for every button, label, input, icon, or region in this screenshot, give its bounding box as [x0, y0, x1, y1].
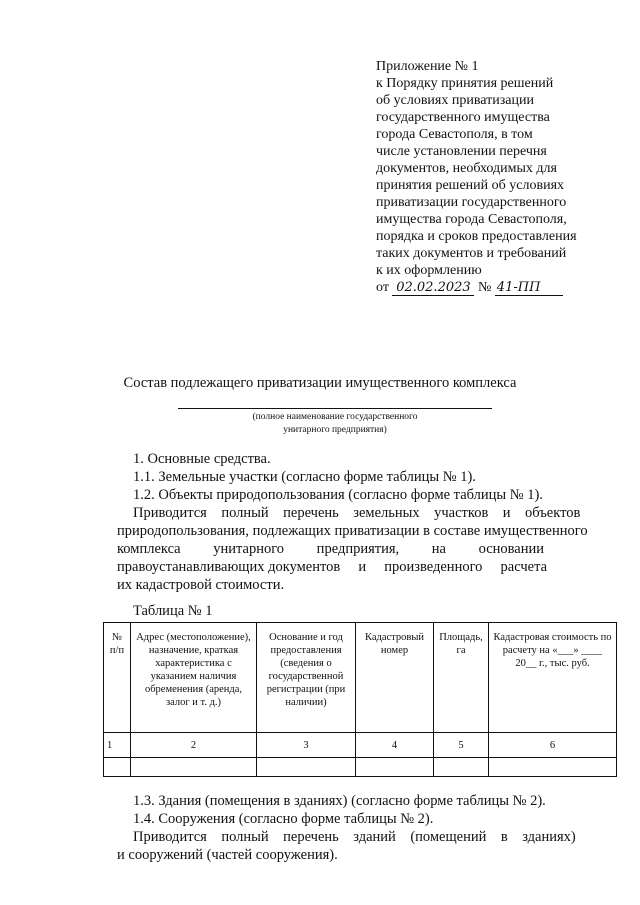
empty-cell: [104, 758, 131, 777]
table-label: Таблица № 1: [133, 603, 213, 619]
appendix-line: имущества города Севастополя,: [376, 212, 567, 227]
paragraph-1-line: природопользования, подлежащих приватизации в составе имущественного: [117, 523, 588, 539]
header-cell: Основание и год предоставления (сведения о государственной регистрации (при наличии): [257, 623, 356, 733]
section-1-1: 1.1. Земельные участки (согласно форме таблицы № 1).: [133, 469, 476, 485]
date-number-line: [376, 279, 626, 296]
table-row: [104, 733, 617, 758]
paragraph-2-line: Приводится полный перечень зданий (помещений в зданиях): [133, 829, 576, 845]
header-cell: № п/п: [104, 623, 131, 733]
empty-cell: [489, 758, 617, 777]
column-number-cell: 5: [434, 733, 489, 758]
appendix-line: приватизации государственного: [376, 195, 567, 210]
section-1-3: 1.3. Здания (помещения в зданиях) (согласно форме таблицы № 2).: [133, 793, 546, 809]
paragraph-2-line: и сооружений (частей сооружения).: [117, 847, 338, 863]
number-sign: №: [477, 280, 492, 295]
header-cell: Кадастровая стоимость по расчету на «___» ____ 20__ г., тыс. руб.: [489, 623, 617, 733]
handwritten-date: 02.02.2023: [392, 281, 474, 296]
appendix-line: государственного имущества: [376, 110, 550, 125]
header-cell: Кадастровый номер: [356, 623, 434, 733]
enterprise-name-line: [178, 408, 492, 409]
empty-cell: [257, 758, 356, 777]
document-title: Состав подлежащего приватизации имущественного комплекса: [123, 375, 517, 391]
handwritten-number: 41-ПП: [495, 281, 563, 296]
appendix-line: документов, необходимых для: [376, 161, 557, 176]
paragraph-1-line: Приводится полный перечень земельных участков и объектов: [133, 505, 581, 521]
paragraph-1-line: комплекса унитарного предприятия, на основании: [117, 541, 545, 557]
section-1-2: 1.2. Объекты природопользования (согласно форме таблицы № 1).: [133, 487, 543, 503]
caption-line: (полное наименование государственного: [252, 412, 418, 422]
table-1: [103, 622, 617, 777]
column-number-cell: 4: [356, 733, 434, 758]
appendix-header: [376, 58, 626, 296]
appendix-line: порядка и сроков предоставления: [376, 229, 577, 244]
empty-cell: [356, 758, 434, 777]
caption-line: унитарного предприятия): [283, 425, 387, 435]
appendix-line: об условиях приватизации: [376, 93, 534, 108]
appendix-line: принятия решений об условиях: [376, 178, 565, 193]
date-prefix: от: [376, 280, 389, 295]
column-number-cell: 6: [489, 733, 617, 758]
table-row-empty: [104, 758, 617, 777]
empty-cell: [434, 758, 489, 777]
section-1: 1. Основные средства.: [133, 451, 271, 467]
appendix-line: Приложение № 1: [376, 59, 479, 74]
empty-cell: [131, 758, 257, 777]
appendix-line: к их оформлению: [376, 263, 482, 278]
header-cell: Адрес (местоположение), назначение, краткая характеристика с указанием наличия обременения (аренда, залог и т. д.): [131, 623, 257, 733]
appendix-line: таких документов и требований: [376, 246, 567, 261]
column-number-cell: 3: [257, 733, 356, 758]
paragraph-1-line: правоустанавливающих документов и произведенного расчета: [117, 559, 548, 575]
column-number-cell: 1: [104, 733, 131, 758]
paragraph-1-line: их кадастровой стоимости.: [117, 577, 285, 593]
column-number-cell: 2: [131, 733, 257, 758]
appendix-line: к Порядку принятия решений: [376, 76, 554, 91]
appendix-line: числе установлении перечня: [376, 144, 547, 159]
header-cell: Площадь, га: [434, 623, 489, 733]
section-1-4: 1.4. Сооружения (согласно форме таблицы № 2).: [133, 811, 434, 827]
enterprise-name-caption: [178, 411, 492, 437]
appendix-line: города Севастополя, в том: [376, 127, 533, 142]
table-header-row: [104, 623, 617, 733]
